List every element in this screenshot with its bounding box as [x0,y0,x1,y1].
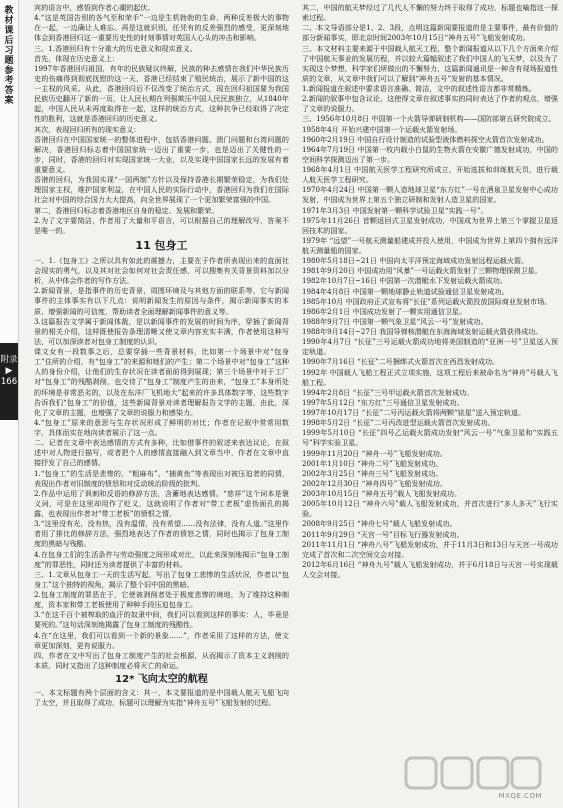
paragraph: 其二，中国的航天梦经过了几代人不懈的努力终于取得了成功，标题也喻指这一探索过程。 [302,3,558,23]
paragraph: 香港的回归，为我国实现“一国两制”方针以及保持香港长期繁荣稳定，为我们处理国家主权，维护国家利益，在中国人民的实际行动中，香港回归为我们在国际社会对中国的综合国力大大提高，向全世界展现了一个更加繁荣富强的中国。 [34,175,289,205]
paragraph: 2003年10月15日 “神舟五号”载人飞船发射成功。 [302,489,462,498]
paragraph: 1964年7月19日 中国第一枚内载小白鼠的生物火箭在安徽广德发射成功，中国的空间科学探测迈出了第一步。 [302,144,558,164]
paragraph: 1988年9月7日 中国第一颗气象卫星“风云一号”发射成功。 [302,316,488,326]
paragraph: 2011年9月29日 “天宫一号”目标飞行器发射成功。 [302,529,464,539]
page-body [20,0,560,808]
chevron-right-icon: ▶ [5,366,13,376]
paragraph: 1997年5月12日 “东方红”三号通信卫星发射成功。 [302,397,464,407]
sidebar [0,0,19,808]
paragraph: 1981年9月20日 中国成功用“风暴”一号运载火箭发射了三颗物理探测卫星。 [302,266,542,276]
paragraph: 4.“包身工”原来的意思与生存状况形成了鲜明的对比；作者在记叙中常常用数字，具体而实在地向读者展示了这一点。 [34,417,289,437]
paragraph: 三、1.香港回归有十分重大的历史意义和现实意义。 [34,43,197,53]
paragraph: 2.包身工制度的罪恶在于，它使被剥削者处于极度悲惨的境地，为了维持这种制度，资本家和带工老板使用了种种手段压迫包身工。 [34,590,289,610]
paragraph: 1999年11月20日 “神舟一号”飞船发射成功。 [302,448,447,458]
paragraph: 1988年9月14日~27日 我国导弹核潜艇在东海海域发射运载火箭获得成功。 [302,327,543,336]
appendix-tab [0,343,18,420]
paragraph: 1979年 “远望”一号航天测量船建成并投入使用，中国成为世界上第四个拥有远洋航天测量船的国家。 [302,235,558,255]
page-number: 166 [0,377,18,387]
paragraph: 4.“这是英国告别的各气至和荣手”一边是生机勃勃的生命，两种反差极大的事物在一起，一边确让人难忘。再是这就识别，任凭有的反差强烈的感受，更深刻地体会到香港回归这一重要历史性的时刻事情对英国人心头的冲击和影响。 [34,13,289,43]
paragraph: 1990年7月16日 “长征”二号捆绑式火箭首次在西昌发射成功。 [302,357,500,367]
paragraph: 三、本文材料主要来源于中国载人航天工程，整个新闻报道从以下几个方面来介绍了中国航天事业的发展历程，并以较大篇幅叙述了我们中国人的飞天梦，以及为了实现这个梦想，科学家们所做出的不懈努力，这篇新闻通讯是一种含有现场报道性质的文章，从文章中我们可以了解到“神舟五号”发射的基本情况。 [302,43,558,83]
right-column [302,3,558,580]
paragraph: 1960年2月19日 中国自行设计制造的试验型液体燃料探空火箭首次发射成功。 [302,134,549,144]
paragraph: 二、记者在文章中表达感情的方式有多种，比如借事件的叙述来表达议论，在叙述中对人物进行描写，或者把个人的感情直接融入到文章当中，作者在文章中直接抒发了自己的感情。 [34,438,289,468]
paragraph: 2012年6月16日 “神舟九号”载人飞船发射成功，并于6月18日与天宫一号实现载人交会对接。 [302,559,558,579]
paragraph: 1999年5月10日 “长征”四号乙运载火箭成功发射“风云一号”气象卫星和“实践五号”科学实验卫星。 [302,428,558,448]
paragraph: 一、本文标题有两个层面的含义：其一，本文要报道的是中国载人航天飞船飞向了太空，并且取得了成功，标题可以理解为实指“神舟五号”飞船发射的过程。 [34,688,289,708]
paragraph: 1992年 中国载人飞船工程正式立项实施，这项工程后来被命名为“神舟”号载人飞船工程。 [302,367,558,387]
paragraph: 1958年4月 开始兴建中国第一个运载火箭发射场。 [302,124,462,134]
paragraph: 2.作品中运用了讽刺和反语的修辞方法，含蓄地表达感情。“慈祥”这个词本是褒义词，可是在这里却用作了贬义，这就说明了作者对“带工老板”虚伪面孔的揭露，也表现出作者对“带工老板”的愤恨之情。 [34,488,289,518]
paragraph: 1975年11月26日 首颗返回式卫星发射成功，中国成为世界上第三个掌握卫星返回技术的国家。 [302,215,558,235]
paragraph: 2011年11月1日 “神舟八号”飞船发射成功，并于11月3日和13日与天宫一号成功完成了首次和二次空间交会对接。 [302,539,558,559]
paragraph: 2008年9月25日 “神舟七号”载人飞船发射成功。 [302,519,457,529]
paragraph: 1970年4月24日 中国第一颗人造地球卫星“东方红”一号在酒泉卫星发射中心成功发射，中国成为世界上第五个独立研制和发射人造卫星的国家。 [302,185,558,205]
section-heading: 12* 飞向太空的航程 [115,674,208,685]
paragraph: 1998年5月2日 “长征”二号丙改进型运载火箭首次发射成功。 [302,418,495,428]
watermark-logo [404,754,542,794]
paragraph: 1982年10月7日~16日 中国第一次潜艇水下发射运载火箭成功。 [302,276,507,286]
paragraph: 1.新闻报道在叙述中要求语言准确、简洁，文中的叙述性语言都非常精炼。 [302,84,536,93]
left-column [34,3,289,708]
paragraph: 1997年10月17日 “长征”二号丙运载火箭将两颗“铱星”送入预定轨道。 [302,408,526,417]
paragraph: 香港回归在中国国家统一的整体进程中，包括香港问题、澳门问题和台湾问题的解决，香港回归标志着中国国家统一迈出了重要一步，也是迈出了关键性的一步，同时，香港的回归对实现国家统一大业，以及实现中国国家长远的发展有着重要意义。 [34,134,289,174]
paragraph: 3.“在这千百个被榨取的血汗的奴隶中间，我们可以看到这样的事实：人，毕竟是要死的。”这句话深刻地揭露了包身工制度的残酷性。 [34,610,289,630]
sidebar-title: 教材课后习题参考答案 [4,6,14,106]
paragraph: 第二，香港回归标志着香港地区自身的稳定、发展和繁荣。 [34,205,219,215]
paragraph: 3.“这里没有光，没有热，没有温情，没有希望……没有法律，没有人道。”这里作者用了排比的修辞方法，强烈地表达了作者的愤怒之情，同时也揭示了包身工制度的黑暗与残酷。 [34,519,289,549]
paragraph: 1980年5月18日~21日 中国向太平洋预定海域成功发射远程运载火箭。 [302,256,529,266]
paragraph: 二、本文导语部分是1、2、3段，点明这篇新闻要报道的是主要事件，最有价值的部分新闻事实，即北京时间2003年10月15日“神舟五号”飞船发射成功。 [302,23,558,43]
paragraph: 课文女有一段数事之后，总要穿插一些背景材料，比如第一个场景中对“包身工”住所的介绍，有“包身工”的来源和她们的产生；第二个场景中对“包身工”这种人的身份介绍，让他们的生存状况在读者面前得到展现；第三个场景中对于工厂对“包身工”的残酷剥削，也交待了“包身工”制度产生的由来，“包身工”本身所处的环境是非常恶劣的，以及在东洋厂飞机地大”起来的许多具体数字等，这些数字告诉我们“包身工”的价值，这些新闻背景对读者理解报告文学的主题，由此，深化了文章的主题，也增强了文章的说服力和感染力。 [34,347,289,417]
paragraph: 2.为了文字要简洁，作者用了大量和平语言，可以根据自己的理解改写，答案不是唯一的。 [34,215,289,235]
paragraph: 1990年4月7日 “长征”三号运载火箭成功地将美国制造的“亚洲一号”卫星送入预定轨道。 [302,337,558,357]
paragraph: 宾的语言中，感悟到作者心潮的起伏。 [34,3,155,12]
paragraph: 其次，表现回归所有的现实意义： [34,124,141,134]
paragraph: 三、1.文章从包身工一天的生活写起，写出了包身工悲惨的生活状况，作者以“包身工”这个独特的视角，揭示了整个旧中国的黑暗。 [34,569,289,589]
paragraph: 2001年1月10日 “神舟二号”飞船发射成功。 [302,458,443,468]
paragraph: 三、1956年10月8日 中国第一个火箭导弹研制机构——国防部第五研究院成立。 [302,114,556,124]
paragraph: 1994年2月8日 “长征”三号甲运载火箭首次发射成功。 [302,387,474,397]
watermark-text: MXQE.COM [498,792,542,800]
paragraph: 3.这篇报告文学属于新闻体裁，是以新闻事件的发展的时间为序，穿插了新闻背景的相关介绍，这样既使报告条理清晰又使文章内容充实丰满，作者使用这种写法，可以加深读者对包身工制度的认识。 [34,316,289,346]
paragraph: 2002年3月25日 “神舟三号”飞船发射成功。 [302,468,443,478]
paragraph: 1971年3月3日 中国发射第一颗科学试验卫星“实践一号”。 [302,205,488,215]
paragraph: 1997年香港回归祖国，有年的民族疑议终解，民族的种去感情在我们中华民族历史的伤痛得到彻底抚慰的这一天，香港已经结束了殖民统治，展示了新中国的这一主权的风采。从此，香港回归后不仅改变了统治方式，现在回归祖国要为我国民族历史翻开了新的一页，让人民长期在列强欺压中国人民民族独立，从1840年起，中国人民从未再度取得在一起，这样的统治方式，这种抗争已经取得了决定性的胜利，这就是香港回归的历史意义。 [34,63,289,124]
paragraph: 2.新闻的叙事中包含议论，这使得文章在叙述事实的同时表达了作者的观点，增强了文章的说服力。 [302,94,558,114]
paragraph: 1.“包身工”的生活是悲惨的，“粗麻布”、“捕黄鱼”等表现出对被压迫者的同情，表现出作者对旧制度的愤怒和对反动统治阶级的批判。 [34,468,289,488]
paragraph: 4.在“在这里，我们可以看到一个新的景象……”，作者采用了这样的方法，使文章更加深刻，更有说服力。 [34,630,289,650]
paragraph: 首先，体现在历史意义上： [34,53,120,63]
paragraph: 四、作者在文中写出了包身工制度产生的社会根源，从而揭示了资本主义剥削的本质，同时又指出了这种制度必将灭亡的命运。 [34,650,289,670]
paragraph: 2002年12月30日 “神舟四号”飞船发射成功。 [302,478,447,488]
paragraph: 一、1.《包身工》之所以具有如此的震撼力，主要在于作者所表现出来的直面社会现实的勇气，以及其对社会如何对社会责任感，可以搜集有关背景资料加以分析，从中体会作者的写作方法。 [34,255,289,286]
paragraph: 4.在包身工们的生活条件与劳动强度之间形成对比，以此来深刻地揭示“包身工制度”的罪恶性，同时还为读者提供了丰富的材料。 [34,549,289,569]
paragraph: 1968年4月1日 中国航天医学工程研究所成立，开始选拔和训练航天员，进行载人航天医学工程研究。 [302,165,558,185]
paragraph: 1985年10月 中国政府正式宣布将“长征”系列运载火箭投放国际商业发射市场。 [302,296,552,306]
section-heading: 11 包身工 [135,238,188,252]
paragraph: 2.新闻背景，是指事件的历史背景，周围环境及与其他方面的联系等，它与新闻事件的主体事实有以下几点：说明新闻发生的原因与条件，揭示新闻事实的本质、增强新闻的可信度，帮助读者全面理解新闻事件的意义等。 [34,286,289,316]
paragraph: 2005年10月12日 “神舟六号”载人飞船发射成功，并首次进行“多人多天”飞行实验。 [302,499,558,519]
paragraph: 1984年4月8日 中国第一颗地球静止轨道试验通信卫星发射成功。 [302,286,509,296]
paragraph: 1986年2月1日 中国成功发射了一颗实用通信卫星。 [302,306,467,316]
appendix-label: 附录 [0,355,18,365]
